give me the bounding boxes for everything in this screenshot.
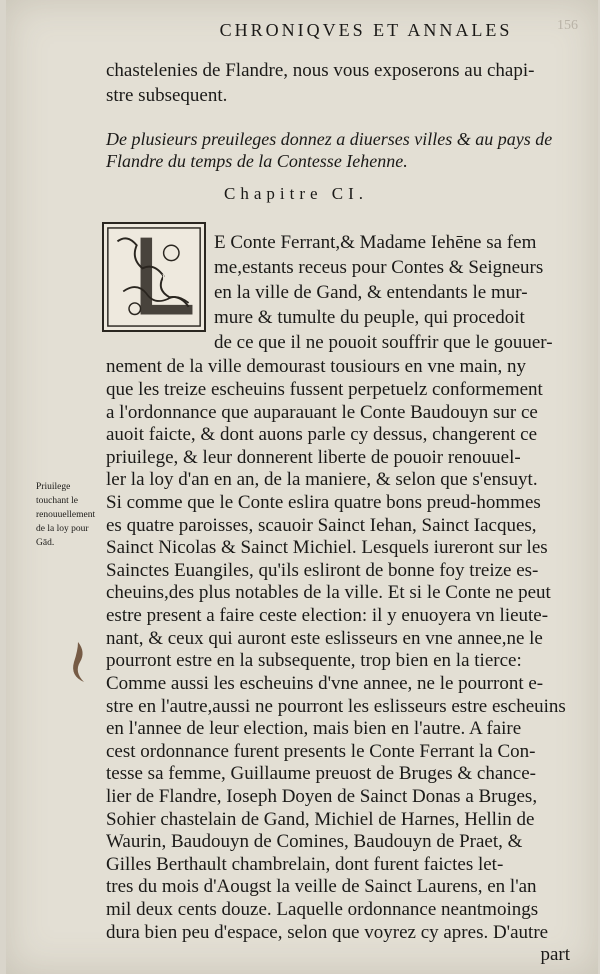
paragraph-line: mure & tumulte du peuple, qui procedoit: [214, 307, 525, 328]
section-heading: De plusieurs preuileges donnez a diuerses villes & au pays de Flandre du temps de la Contesse Iehenne.: [106, 129, 553, 171]
decorated-initial: [102, 222, 206, 332]
paragraph-line: en l'annee de leur election, mais bien en l'autre. A faire: [106, 718, 522, 740]
paragraph-line: Waurin, Baudouyn de Comines, Baudouyn de Praet, &: [106, 831, 523, 853]
svg-text:L: L: [161, 272, 169, 285]
chapter-label: Chapitre CI.: [224, 184, 369, 203]
running-title: CHRONIQVES ET ANNALES: [219, 20, 513, 40]
paragraph-line: Gilles Berthault chambrelain, dont furent faictes let-: [106, 853, 504, 875]
opening-line-2: stre subsequent.: [106, 85, 228, 106]
paragraph-line: ler la loy d'an en an, de la maniere, & selon que s'ensuyt.: [106, 469, 538, 491]
paragraph-line: que les treize escheuins fussent perpetuelz conformement: [106, 378, 543, 400]
margin-ornament-icon: [66, 640, 90, 684]
margin-note: Priuilege touchant le renouuellement de la loy pour Gād.: [36, 482, 96, 548]
paragraph-line: de ce que il ne pouoit souffrir que le gouuer-: [214, 332, 553, 353]
paragraph-line: pourront estre en la subsequente, trop bien en la tierce:: [106, 650, 522, 672]
paragraph-line: me,estants receus pour Contes & Seigneurs: [214, 257, 544, 278]
paragraph-line: cest ordonnance furent presents le Conte Ferrant la Con-: [106, 740, 536, 762]
paragraph-line: Sainctes Euangiles, qu'ils esliront de bonne foy treize es-: [106, 559, 539, 581]
paragraph-line: stre en l'autre,aussi ne pourront les eslisseurs estre escheuins: [106, 695, 566, 717]
paragraph-line: nement de la ville demourast tousiours en vne main, ny: [106, 356, 527, 378]
catchword: part: [540, 944, 570, 965]
paragraph-line: mil deux cents douze. Laquelle ordonnance neantmoings: [106, 899, 539, 921]
paragraph-line: Comme aussi les escheuins d'vne annee, ne le pourront e-: [106, 672, 544, 694]
paragraph-line: es quatre paroisses, scauoir Sainct Iehan, Sainct Iacques,: [106, 514, 537, 536]
paragraph-line: lier de Flandre, Ioseph Doyen de Sainct Donas a Bruges,: [106, 786, 538, 807]
book-page: [6, 0, 598, 974]
paragraph-line: a l'ordonnance que auparauant le Conte Baudouyn sur ce: [106, 401, 538, 423]
paragraph-line: E Conte Ferrant,& Madame Iehēne sa fem: [214, 232, 537, 253]
opening-line-1: chastelenies de Flandre, nous vous exposerons au chapi-: [106, 60, 535, 81]
paragraph-line: tres du mois d'Aougst la veille de Sainct Laurens, en l'an: [106, 876, 537, 898]
paragraph-line: estre present a faire ceste election: il y enuoyera vn lieute-: [106, 605, 549, 627]
paragraph-line: Sohier chastelain de Gand, Michiel de Harnes, Hellin de: [106, 808, 535, 830]
paragraph-line: auoit faicte, & dont auons parle cy dessus, changerent ce: [106, 424, 538, 446]
paragraph-line: nant, & ceux qui auront este eslisseurs en vne annee,ne le: [106, 627, 543, 649]
paragraph-line: tesse sa femme, Guillaume preuost de Bruges & chance-: [106, 763, 536, 785]
paragraph-line: en la ville de Gand, & entendants le mur-: [214, 282, 528, 303]
drop-cap-l-icon: [104, 224, 204, 330]
paragraph-line: dura bien peu d'espace, selon que voyrez cy apres. D'autre: [106, 921, 549, 943]
paragraph-line: cheuins,des plus notables de la ville. Et si le Conte ne peut: [106, 582, 551, 604]
paragraph-line: Si comme que le Conte eslira quatre bons preud-hommes: [106, 492, 541, 514]
page-number: 156: [557, 18, 578, 33]
paragraph-line: priuilege, & leur donnerent liberte de pouoir renouuel-: [106, 446, 521, 468]
paragraph-line: Sainct Nicolas & Sainct Michiel. Lesquels iureront sur les: [106, 537, 548, 559]
